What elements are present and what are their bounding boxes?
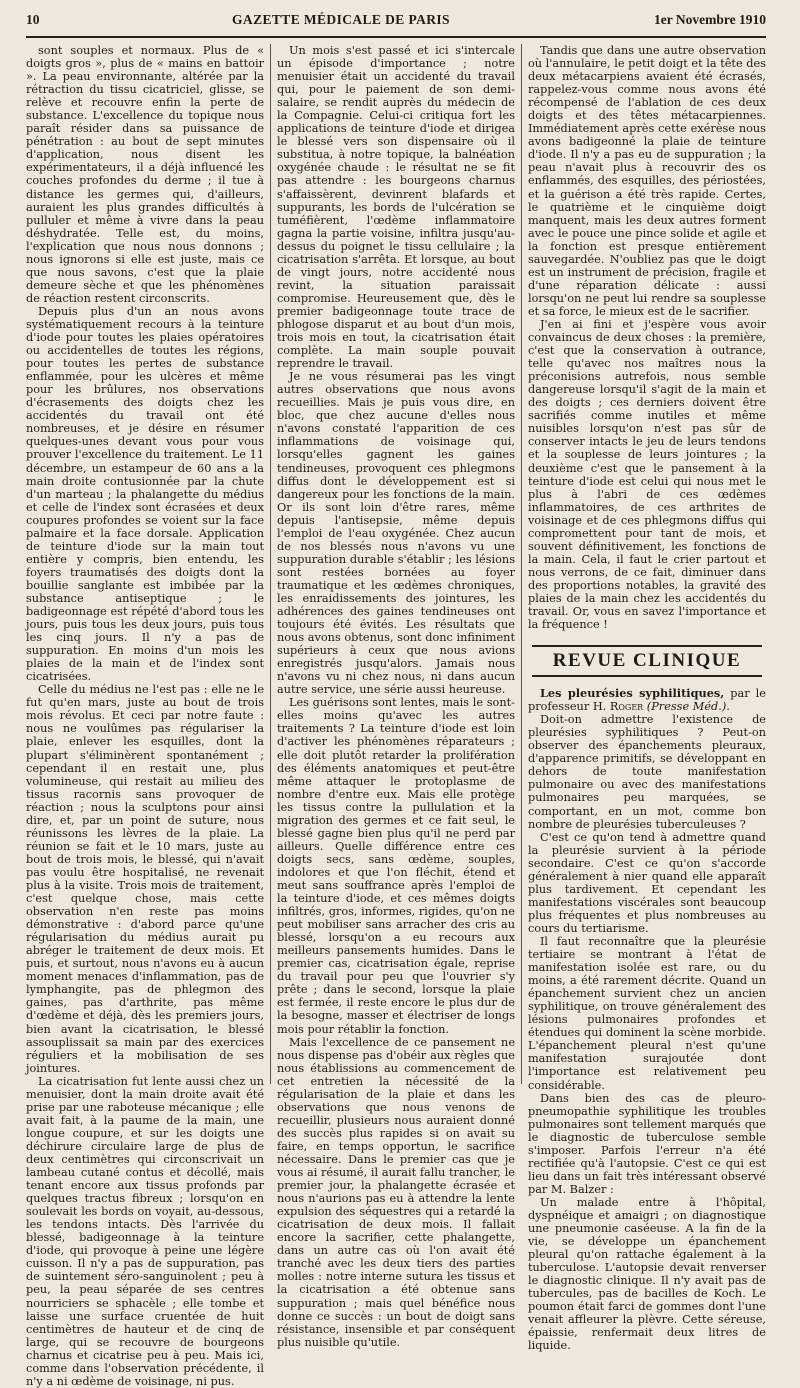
column-2 xyxy=(276,44,515,1349)
paragraph: Je ne vous résumerai pas les vingt autres observations que nous avons recueillies. Mais je puis vous dire, en bloc, que chez aucune d'elles nous n'avons constaté l'apparition de ces inflammations de voisinage qui, lorsqu'elles gagnent les gaines tendineuses, provoquent ces phlegmons diffus dont le développement est si dangereux pour les fonctions de la main. Or ils sont loin d'être rares, même depuis l'antisepsie, même depuis l'emploi de l'eau oxygénée. Chez aucun de nos blessés nous n'avons vu une suppuration durable s'établir ; les lésions sont restées bornées au foyer traumatique et les œdèmes chroniques, les enraidissements des jointures, les adhérences des gaines tendineuses ont toujours été évités. Les résultats que nous avons obtenus, sont donc infiniment supérieurs à ceux que nous avions enregistrés jusqu'alors. Jamais nous n'avons vu ni chez nous, ni dans aucun autre service, une série aussi heureuse. xyxy=(276,370,515,697)
paragraph: Les guérisons sont lentes, mais le sont-elles moins qu'avec les autres traitements ? La teinture d'iode est loin d'activer les phénomènes réparateurs ; elle doit plutôt retarder la prolifération des éléments anatomiques et peut-être même attaquer le protoplasme de nombre d'entre eux. Mais elle protège les tissus contre la pullulation et la migration des germes et ce fait seul, le blessé gagne bien plus qu'il ne perd par ailleurs. Quelle différence entre ces doigts secs, sans œdème, souples, indolores et que l'on fléchit, étend et meut sans souffrance après l'emploi de la teinture d'iode, et ces mêmes doigts infiltrés, gros, informes, rigides, qu'on ne peut mobiliser sans arracher des cris au blessé, lorsqu'on a eu recours aux meilleurs pansements humides. Dans le premier cas, cicatrisation égale, reprise du travail pour peu que l'ouvrier s'y prête ; dans le second, lorsque la plaie est fermée, il reste encore le plus dur de la besogne, masser et électriser de longs mois pour rétablir la fonction. xyxy=(276,696,515,1036)
page-header xyxy=(26,12,766,34)
column-1 xyxy=(26,44,265,1388)
section-title: REVUE CLINIQUE xyxy=(552,650,742,672)
paragraph: C'est ce qu'on tend à admettre quand la pleurésie survient à la période secondaire. C'est ce qu'on s'accorde généralement à nier quand elle apparaît plus tardivement. Et cependant les manifestations viscérales sont beaucoup plus fréquentes et plus nombreuses au cours du tertiarisme. xyxy=(527,830,766,935)
column-divider xyxy=(521,44,522,1084)
column-divider xyxy=(270,44,271,1084)
paragraph: sont souples et normaux. Plus de « doigts gros », plus de « mains en battoir ». La peau environnante, altérée par la rétraction du tissu cicatriciel, glisse, se relève et recouvre enfin la perte de substance. L'excellence du topique nous paraît résider dans sa puissance de pénétration : au bout de sept minutes d'application, nous disent les expérimentateurs, il a déjà influencé les couches profondes du derme ; il tue à distance les germes qui, d'ailleurs, auraient les plus grandes difficultés à pulluler et même à vivre dans la peau déshydratée. Telle est, du moins, l'explication que nous nous donnons ; nous ignorons si elle est juste, mais ce que nous savons, c'est que la plaie demeure sèche et que les phénomènes de réaction restent circonscrits. xyxy=(26,44,265,305)
article-heading xyxy=(528,687,766,713)
article-author: H. Roger xyxy=(592,700,644,714)
issue-date: 1er Novembre 1910 xyxy=(654,12,766,27)
column-3 xyxy=(527,44,766,1353)
paragraph: Doit-on admettre l'existence de pleurésies syphilitiques ? Peut-on observer des épanchements pleuraux, d'apparence primitifs, se développant en dehors de toute manifestation pulmonaire ou avec des manifestations pulmonaires peu marquées, se comportant, en un mot, comme bon nombre de pleurésies tuberculeuses ? xyxy=(527,713,766,831)
section-rule xyxy=(532,675,762,677)
journal-title: GAZETTE MÉDICALE DE PARIS xyxy=(232,12,450,27)
article-by: par le professeur xyxy=(527,687,766,714)
paragraph: Un mois s'est passé et ici s'intercale un épisode d'importance ; notre menuisier était un accidenté du travail qui, pour le paiement de son demi-salaire, se rendit auprès du médecin de la Compagnie. Celui-ci critiqua fort les applications de teinture d'iode et dirigea le blessé vers son dispensaire où il substitua, à notre topique, la balnéation oxygénée chaude : le résultat ne se fit pas attendre : les bourgeons charnus s'affaissèrent, devinrent blafards et suppurants, les bords de l'ulcération se tuméfièrent, l'œdème inflammatoire gagna la partie voisine, infiltra jusqu'au-dessus du poignet le tissu cellulaire ; la cicatrisation s'arrêta. Et lorsque, au bout de vingt jours, notre accidenté nous revint, la situation paraissait compromise. Heureusement que, dès le premier badigeonnage toute trace de phlogose disparut et au bout d'un mois, trois mois en tout, la cicatrisation était complète. La main souple pouvait reprendre le travail. xyxy=(276,44,515,371)
paragraph: Dans bien des cas de pleuro-pneumopathie syphilitique les troubles pulmonaires sont tellement marqués que le diagnostic de tuberculose semble s'imposer. Parfois l'erreur n'a été rectifiée qu'à l'autopsie. C'est ce qui est lieu dans un fait très intéressant observé par M. Balzer : xyxy=(527,1091,766,1196)
paragraph: Depuis plus d'un an nous avons systématiquement recours à la teinture d'iode pour toutes les plaies opératoires ou accidentelles de toutes les régions, pour toutes les pertes de substance enflammée, pour les ulcères et même pour les brûlures, nos observations d'écrasements des doigts chez les accidentés du travail ont été nombreuses, et je désire en résumer quelques-unes devant vous pour vous prouver l'excellence du traitement. Le 11 décembre, un estampeur de 60 ans a la main droite contusionnée par la chute d'un marteau ; la phalangette du médius et celle de l'index sont écrasées et deux coupures profondes se voient sur la face palmaire et la face dorsale. Application de teinture d'iode sur la main tout entière y compris, bien entendu, les foyers traumatisés des doigts dont la bouillie sanglante est imbibée par la substance antiseptique ; le badigeonnage est répété d'abord tous les jours, puis tous les deux jours, puis tous les cinq jours. Il n'y a pas de suppuration. En moins d'un mois les plaies de la main et de l'index sont cicatrisées. xyxy=(26,304,265,684)
paragraph: Un malade entre à l'hôpital, dyspnéique et amaigri ; on diagnostique une pneumonie caséeuse. A la fin de la vie, se développe un épanchement pleural qu'on rattache également à la tuberculose. L'autopsie devait renverser le diagnostic clinique. Il n'y avait pas de tubercules, pas de bacilles de Koch. Le poumon était farci de gommes dont l'une venait affleurer la plèvre. Cette séreuse, épaissie, renfermait deux litres de liquide. xyxy=(527,1195,766,1353)
page-number: 10 xyxy=(26,12,40,27)
paragraph: La cicatrisation fut lente aussi chez un menuisier, dont la main droite avait été prise par une raboteuse mécanique ; elle avait fait, à la paume de la main, une longue coupure, et sur les doigts une déchirure circulaire large de plus de deux centimètres qui circonscrivait un lambeau cutané contus et décollé, mais tenant encore aux tissus profonds par quelques tractus fibreux ; lorsqu'on en soulevait les bords on voyait, au-dessous, les tendons intacts. Dès l'arrivée du blessé, badigeonnage à la teinture d'iode, qui provoque à peine une légère cuisson. Il n'y a pas de suppuration, pas de suintement séro-sanguinolent ; peu à peu, la peau séparée de ses centres nourriciers se sphacèle ; elle tombe et laisse une surface cruentée de huit centimètres de hauteur et de cinq de large, qui se recouvre de bourgeons charnus et cicatrise peu à peu. Mais ici, comme dans l'observation précédente, il n'y a ni œdème de voisinage, ni pus. xyxy=(26,1074,265,1388)
revue-clinique-section xyxy=(528,645,766,677)
paragraph: Il faut reconnaître que la pleurésie tertiaire se montrant à l'état de manifestation isolée est rare, ou du moins, a été rarement décrite. Quand un épanchement survient chez un ancien syphilitique, on trouve généralement des lésions pulmonaires profondes et étendues qui dominent la scène morbide. L'épanchement pleural n'est qu'une manifestation surajoutée dont l'importance est relativement peu considérable. xyxy=(527,935,766,1092)
paragraph: J'en ai fini et j'espère vous avoir convaincus de deux choses : la première, c'est que la conservation à outrance, telle qu'avec nos maîtres nous la préconisions autrefois, nous semble dangereuse lorsqu'il s'agit de la main et des doigts ; ces derniers doivent être sacrifiés comme inutiles et même nuisibles lorsqu'on n'est pas sûr de conserver intacts le jeu de leurs tendons et la souplesse de leurs jointures ; la deuxième c'est que le pansement à la teinture d'iode est celui qui nous met le plus à l'abri de ces œdèmes inflammatoires, de ces arthrites de voisinage et de ces phlegmons diffus qui compromettent pour tant de mois, et souvent définitivement, les fonctions de la main. Cela, il faut le crier partout et nous verrons, de ce fait, diminuer dans des proportions notables, la gravité des plaies de la main chez les accidentés du travail. Or, vous en savez l'importance et la fréquence ! xyxy=(527,317,766,632)
text-columns xyxy=(26,44,766,1388)
article-title: Les pleurésies syphilitiques, xyxy=(539,686,725,701)
article-source: (Presse Méd.). xyxy=(646,700,730,714)
paragraph: Tandis que dans une autre observation où l'annulaire, le petit doigt et la tête des deux métacarpiens avaient été écrasés, rappelez-vous comme nous avons été récompensé de l'ablation de ces deux doigts et des têtes métacarpiennes. Immédiatement après cette exérèse nous avons badigeonné la plaie de teinture d'iode. Il n'y a pas eu de suppuration ; la peau n'avait plus à recouvrir des os enflammés, des esquilles, des périostées, et la guérison a été très rapide. Certes, le quatrième et le cinquième doigt manquent, mais les deux autres forment avec le pouce une pince solide et agile et la fonction est presque entièrement sauvegardée. N'oubliez pas que le doigt est un instrument de précision, fragile et d'une réparation délicate : aussi lorsqu'on ne peut lui rendre sa souplesse et sa force, le mieux est de le sacrifier. xyxy=(527,44,766,318)
header-rule xyxy=(26,36,766,38)
paragraph: Celle du médius ne l'est pas : elle ne le fut qu'en mars, juste au bout de trois mois révolus. Et ceci par notre faute : nous ne voulûmes pas régulariser la plaie, enlever les esquilles, dont la plupart s'éliminèrent spontanément ; cependant il en restait une, plus volumineuse, qui restait au milieu des tissus racornis sans provoquer de réaction ; nous la sculptons pour ainsi dire, et, par un point de suture, nous réunissons les lèvres de la plaie. La réunion se fait et le 10 mars, juste au bout de trois mois, le blessé, qui n'avait pas voulu être hospitalisé, ne revenait plus à la visite. Trois mois de traitement, c'est quelque chose, mais cette observation n'en reste pas moins démonstrative : d'abord parce qu'une régularisation du médius aurait pu abréger le traitement de deux mois. Et puis, et surtout, nous n'avons eu à aucun moment menaces d'inflammation, pas de lymphangite, pas de phlegmon des gaines, pas d'arthrite, pas même d'œdème et déjà, dès les premiers jours, bien avant la cicatrisation, le blessé assouplissait sa main par des exercices réguliers et la mobilisation de ses jointures. xyxy=(26,683,265,1075)
paragraph: Mais l'excellence de ce pansement ne nous dispense pas d'obéir aux règles que nous établissions au commencement de cet entretien la nécessité de la régularisation de la plaie et dans les observations que nous venons de recueillir, plusieurs nous auraient donné des succès plus rapides si on avait su faire, en temps opportun, le sacrifice nécessaire. Dans le premier cas que je vous ai résumé, il aurait fallu trancher, le premier jour, la phalangette écrasée et nous n'aurions pas eu à attendre la lente expulsion des séquestres qui a retardé la cicatrisation de deux mois. Il fallait encore la sacrifier, cette phalangette, dans un autre cas où l'on avait été tranché avec les deux tiers des parties molles : notre interne sutura les tissus et la cicatrisation a été obtenue sans suppuration ; mais quel bénéfice nous donne ce succès : un bout de doigt sans résistance, insensible et par conséquent plus nuisible qu'utile. xyxy=(276,1035,515,1349)
